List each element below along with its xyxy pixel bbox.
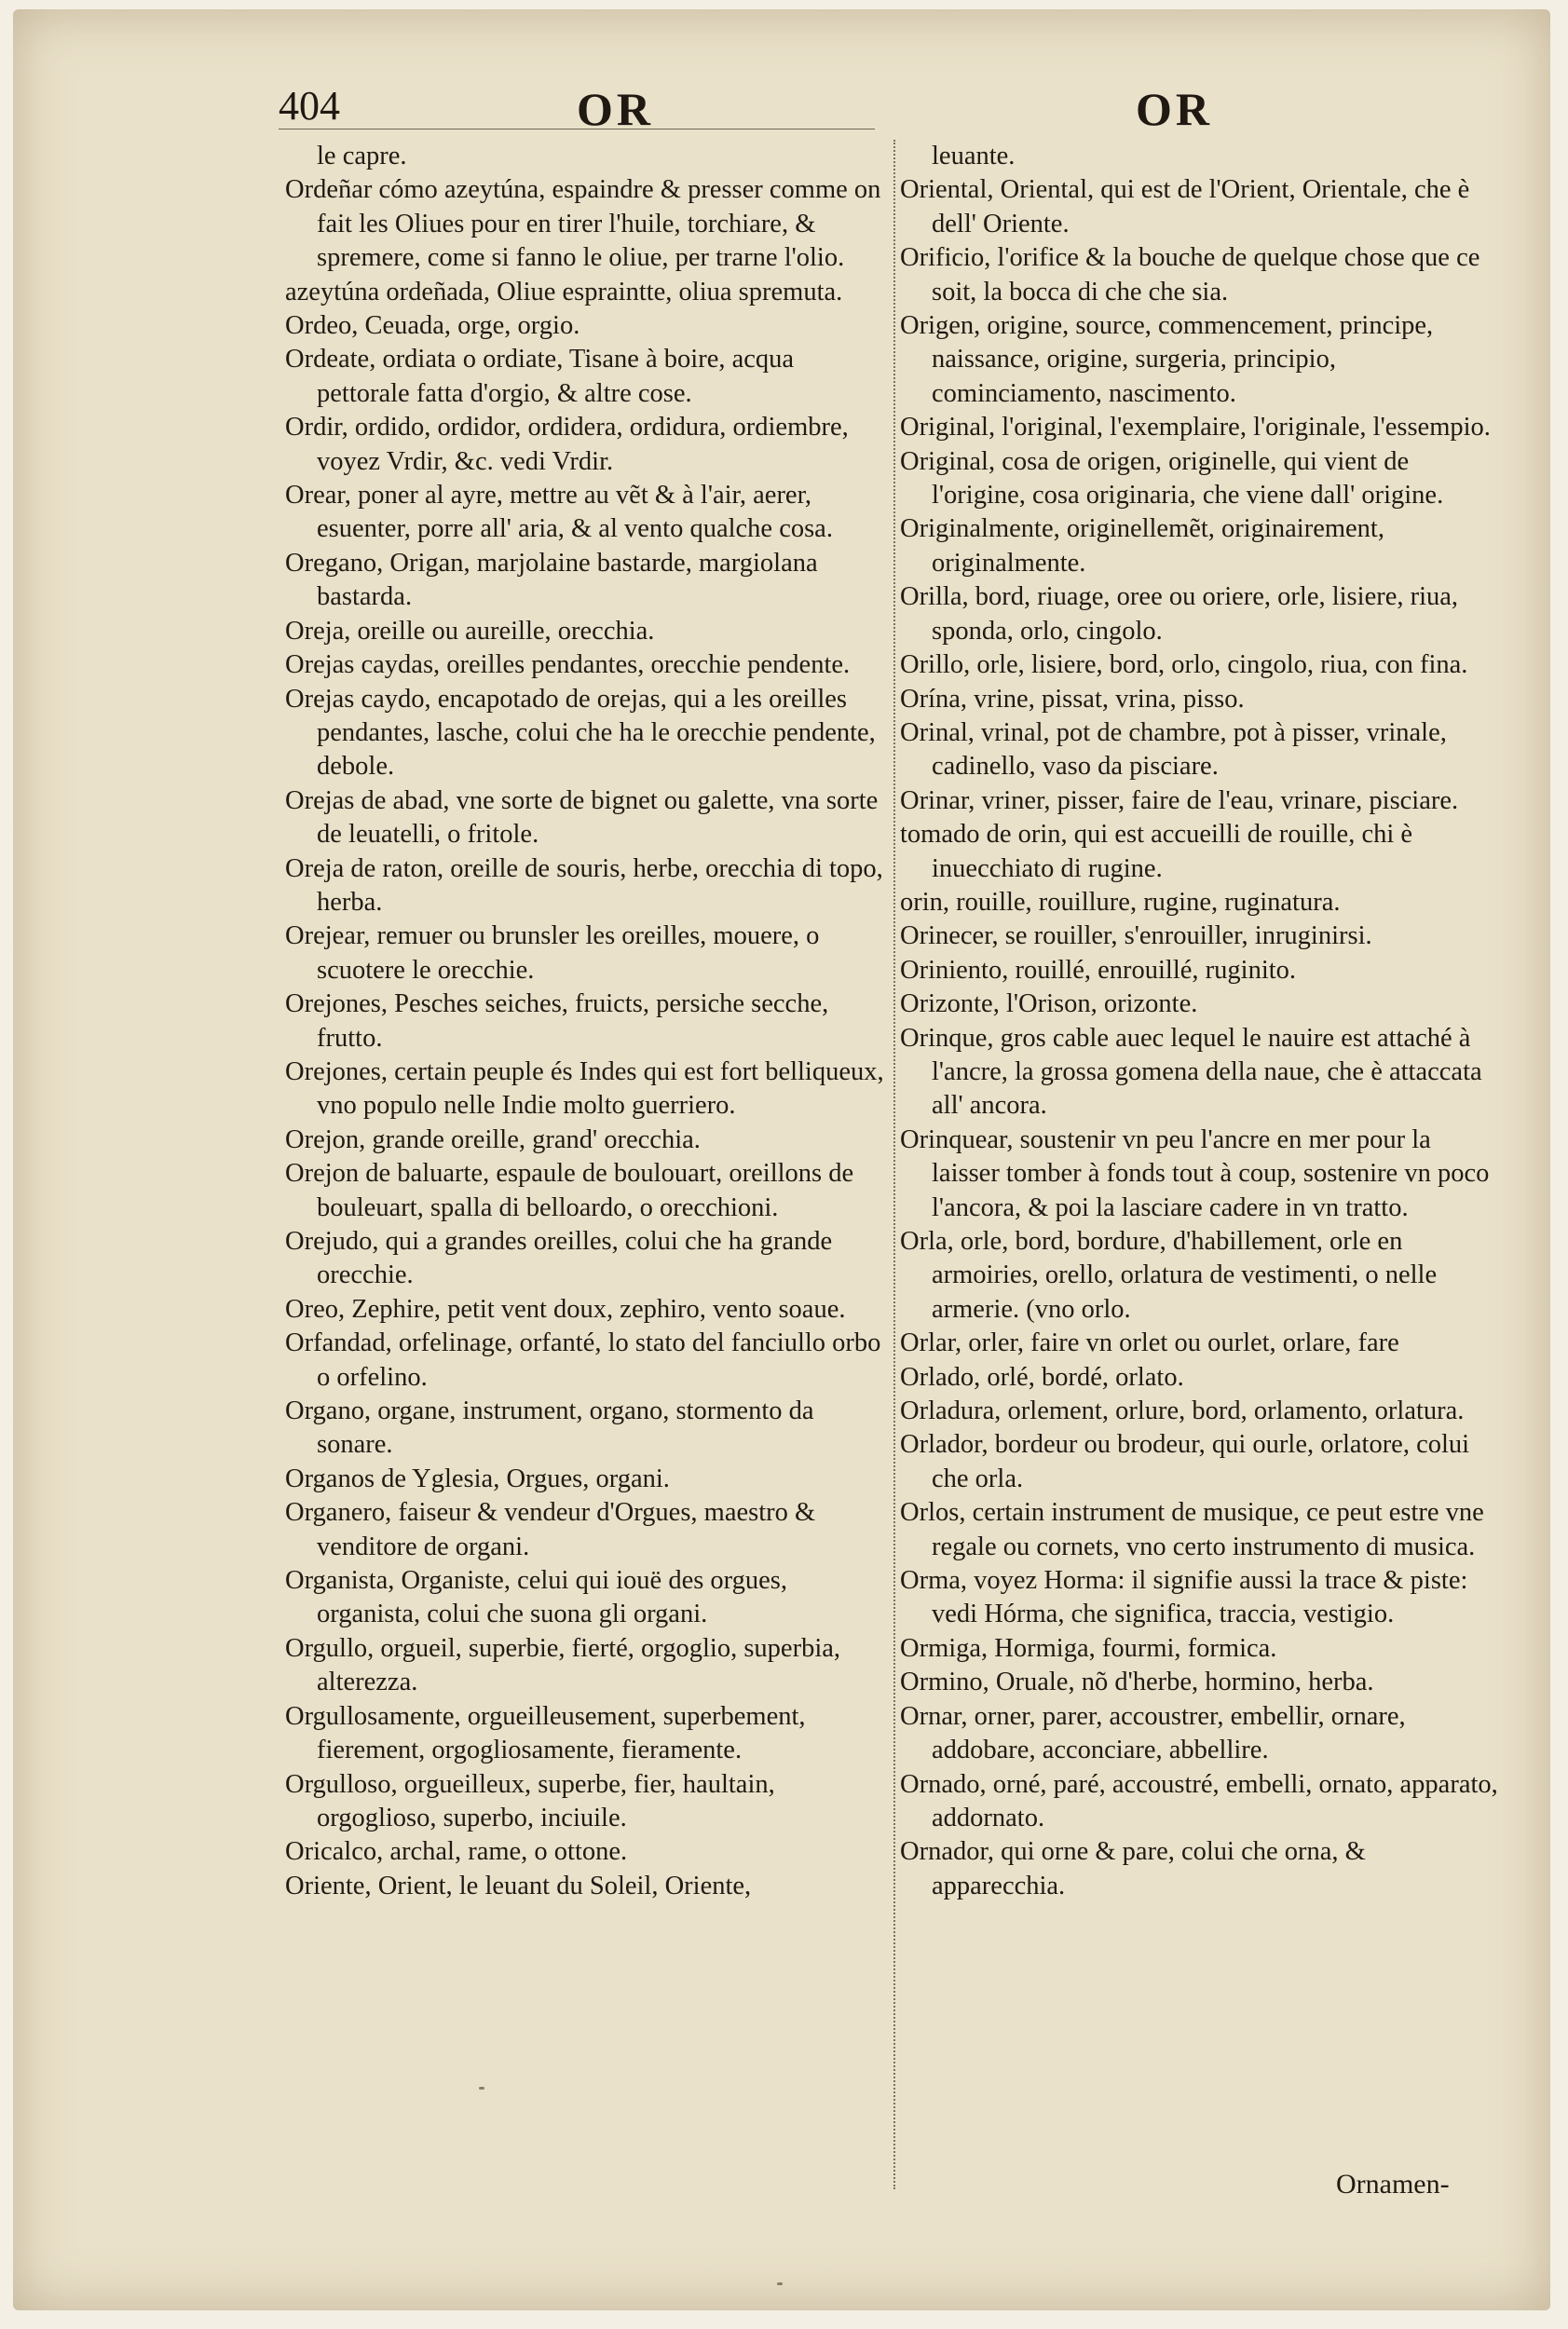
dictionary-entry: Ordeate, ordiata o ordiate, Tisane à boire, acqua pettorale fatta d'orgio, & altre cose.	[285, 345, 795, 408]
dictionary-entry: azeytúna ordeñada, Oliue espraintte, oliua spremuta.	[285, 277, 843, 306]
running-head-right: OR	[1136, 83, 1213, 135]
dictionary-entry: Orinque, gros cable auec lequel le nauire est attaché à l'ancre, la grossa gomena della naue, che è attaccata all' ancora.	[900, 1023, 1482, 1121]
dictionary-entry: orin, rouille, rouillure, rugine, ruginatura.	[900, 887, 1341, 917]
dictionary-entry: Oricalco, archal, rame, o ottone.	[285, 1837, 628, 1867]
dictionary-entry: Oriente, Orient, le leuant du Soleil, Oriente,	[285, 1871, 752, 1900]
dictionary-entry: Oreo, Zephire, petit vent doux, zephiro, vento soaue.	[285, 1294, 846, 1324]
dictionary-entry: Oreja de raton, oreille de souris, herbe, orecchia di topo, herba.	[285, 853, 883, 917]
dictionary-entry: Organista, Organiste, celui qui iouë des orgues, organista, colui che suona gli organi.	[285, 1566, 788, 1629]
dictionary-entry: Original, l'original, l'exemplaire, l'originale, l'essempio.	[900, 413, 1491, 443]
dictionary-entry: Orinar, vriner, pisser, faire de l'eau, vrinare, pisciare.	[900, 785, 1459, 815]
dictionary-entry: Ormiga, Hormiga, fourmi, formica.	[900, 1633, 1277, 1663]
dictionary-entry: Oriniento, rouillé, enrouillé, ruginito.	[900, 955, 1297, 985]
dictionary-entry: Orejas caydo, encapotado de orejas, qui a les oreilles pendantes, lasche, colui che ha le orecchie pendente, debole.	[285, 684, 876, 782]
dictionary-entry: Orejas caydas, oreilles pendantes, orecchie pendente.	[285, 650, 851, 680]
ink-speck	[777, 2282, 783, 2285]
dictionary-entry: Orinquear, soustenir vn peu l'ancre en mer pour la laisser tomber à fonds tout à coup, sostenire vn poco l'ancora, & poi la lasciare cadere in vn tratto.	[900, 1124, 1490, 1222]
book-page	[13, 9, 1550, 2310]
dictionary-entry: Orear, poner al ayre, mettre au vẽt & à l'air, aerer, esuenter, porre all' aria, & al vento qualche cosa.	[285, 481, 833, 544]
dictionary-entry: Orfandad, orfelinage, orfanté, lo stato del fanciullo orbo o orfelino.	[285, 1328, 881, 1392]
dictionary-entry: Orejon, grande oreille, grand' orecchia.	[285, 1124, 701, 1154]
dictionary-entry: Ormino, Oruale, nõ d'herbe, hormino, herba.	[900, 1668, 1374, 1697]
dictionary-entry: Orificio, l'orifice & la bouche de quelque chose que ce soit, la bocca di che che sia.	[900, 243, 1480, 306]
column-separator	[893, 140, 895, 2189]
page-number: 404	[279, 83, 340, 129]
dictionary-entry: Orejear, remuer ou brunsler les oreilles, mouere, o scuotere le orecchie.	[285, 921, 820, 985]
catchword: Ornamen-	[1336, 2169, 1450, 2200]
dictionary-entry: Orgullo, orgueil, superbie, fierté, orgoglio, superbia, alterezza.	[285, 1633, 841, 1697]
dictionary-entry: Organos de Yglesia, Orgues, organi.	[285, 1464, 670, 1493]
dictionary-entry: Ornar, orner, parer, accoustrer, embellir, ornare, addobare, acconciare, abbellire.	[900, 1701, 1406, 1765]
dictionary-entry: Orinecer, se rouiller, s'enrouiller, inruginirsi.	[900, 921, 1372, 951]
dictionary-entry: Orizonte, l'Orison, orizonte.	[900, 989, 1198, 1019]
dictionary-entry: Orína, vrine, pissat, vrina, pisso.	[900, 684, 1245, 714]
dictionary-entry: Orilla, bord, riuage, oree ou oriere, orle, lisiere, riua, sponda, orlo, cingolo.	[900, 582, 1459, 646]
dictionary-entry: Orladura, orlement, orlure, bord, orlamento, orlatura.	[900, 1396, 1465, 1426]
dictionary-entry: Ordir, ordido, ordidor, ordidera, ordidura, ordiembre, voyez Vrdir, &c. vedi Vrdir.	[285, 413, 849, 476]
dictionary-entry: Orejones, Pesches seiches, fruicts, persiche secche, frutto.	[285, 989, 829, 1053]
dictionary-entry: le capre.	[317, 142, 407, 170]
dictionary-entry: Oreja, oreille ou aureille, orecchia.	[285, 616, 655, 646]
left-column	[285, 140, 886, 1903]
dictionary-entry: Organo, organe, instrument, organo, stormento da sonare.	[285, 1396, 814, 1460]
dictionary-entry: Organero, faiseur & vendeur d'Orgues, maestro & venditore de organi.	[285, 1498, 816, 1561]
dictionary-entry: Orlar, orler, faire vn orlet ou ourlet, orlare, fare	[900, 1328, 1399, 1358]
running-head-left: OR	[577, 83, 654, 135]
dictionary-entry: Oriental, Oriental, qui est de l'Orient, Orientale, che è dell' Oriente.	[900, 175, 1470, 238]
dictionary-entry: Ordeo, Ceuada, orge, orgio.	[285, 311, 580, 341]
dictionary-entry: Orgullosamente, orgueilleusement, superbement, fierement, orgogliosamente, fieramente.	[285, 1701, 806, 1765]
dictionary-entry: Orinal, vrinal, pot de chambre, pot à pisser, vrinale, cadinello, vaso da pisciare.	[900, 717, 1447, 782]
dictionary-entry: Origen, origine, source, commencement, principe, naissance, origine, surgeria, principio, cominciamento, nascimento.	[900, 311, 1434, 408]
dictionary-entry: Orlado, orlé, bordé, orlato.	[900, 1362, 1184, 1392]
dictionary-entry: Oregano, Origan, marjolaine bastarde, margiolana bastarda.	[285, 548, 818, 612]
dictionary-entry: Orlos, certain instrument de musique, ce peut estre vne regale ou cornets, vno certo instrumento di musica.	[900, 1498, 1484, 1561]
dictionary-entry: Orla, orle, bord, bordure, d'habillement, orle en armoiries, orello, orlatura de vestimenti, o nelle armerie. (vno orlo.	[900, 1227, 1438, 1324]
dictionary-entry: Orejon de baluarte, espaule de boulouart, oreillons de bouleuart, spalla di belloardo, o orecchioni.	[285, 1159, 854, 1222]
dictionary-entry: Orma, voyez Horma: il signifie aussi la trace & piste: vedi Hórma, che significa, traccia, vestigio.	[900, 1566, 1468, 1629]
dictionary-entry: Orejudo, qui a grandes oreilles, colui che ha grande orecchie.	[285, 1227, 833, 1290]
dictionary-entry: tomado de orin, qui est accueilli de rouille, chi è inuecchiato di rugine.	[900, 820, 1413, 883]
dictionary-entry: Original, cosa de origen, originelle, qui vient de l'origine, cosa originaria, che viene dall' origine.	[900, 446, 1444, 511]
dictionary-entry: Ornador, qui orne & pare, colui che orna, & apparecchia.	[900, 1837, 1366, 1900]
dictionary-entry: Orgulloso, orgueilleux, superbe, fier, haultain, orgoglioso, superbo, inciuile.	[285, 1769, 775, 1832]
dictionary-entry: Ordeñar cómo azeytúna, espaindre & presser comme on fait les Oliues pour en tirer l'huile, torchiare, & spremere, come si fanno le oliue, per trarne l'olio.	[285, 175, 881, 273]
dictionary-entry: Orlador, bordeur ou brodeur, qui ourle, orlatore, colui che orla.	[900, 1430, 1470, 1493]
ink-speck	[479, 2087, 484, 2090]
dictionary-entry: leuante.	[932, 142, 1016, 170]
dictionary-entry: Originalmente, originellemẽt, originairement, originalmente.	[900, 514, 1384, 578]
dictionary-entry: Orejas de abad, vne sorte de bignet ou galette, vna sorte de leuatelli, o fritole.	[285, 785, 879, 850]
dictionary-entry: Orejones, certain peuple és Indes qui est fort belliqueux, vno populo nelle Indie molto guerriero.	[285, 1056, 884, 1121]
dictionary-entry: Orillo, orle, lisiere, bord, orlo, cingolo, riua, con fina.	[900, 650, 1468, 680]
dictionary-entry: Ornado, orné, paré, accoustré, embelli, ornato, apparato, addornato.	[900, 1769, 1498, 1832]
right-column	[900, 140, 1501, 1903]
